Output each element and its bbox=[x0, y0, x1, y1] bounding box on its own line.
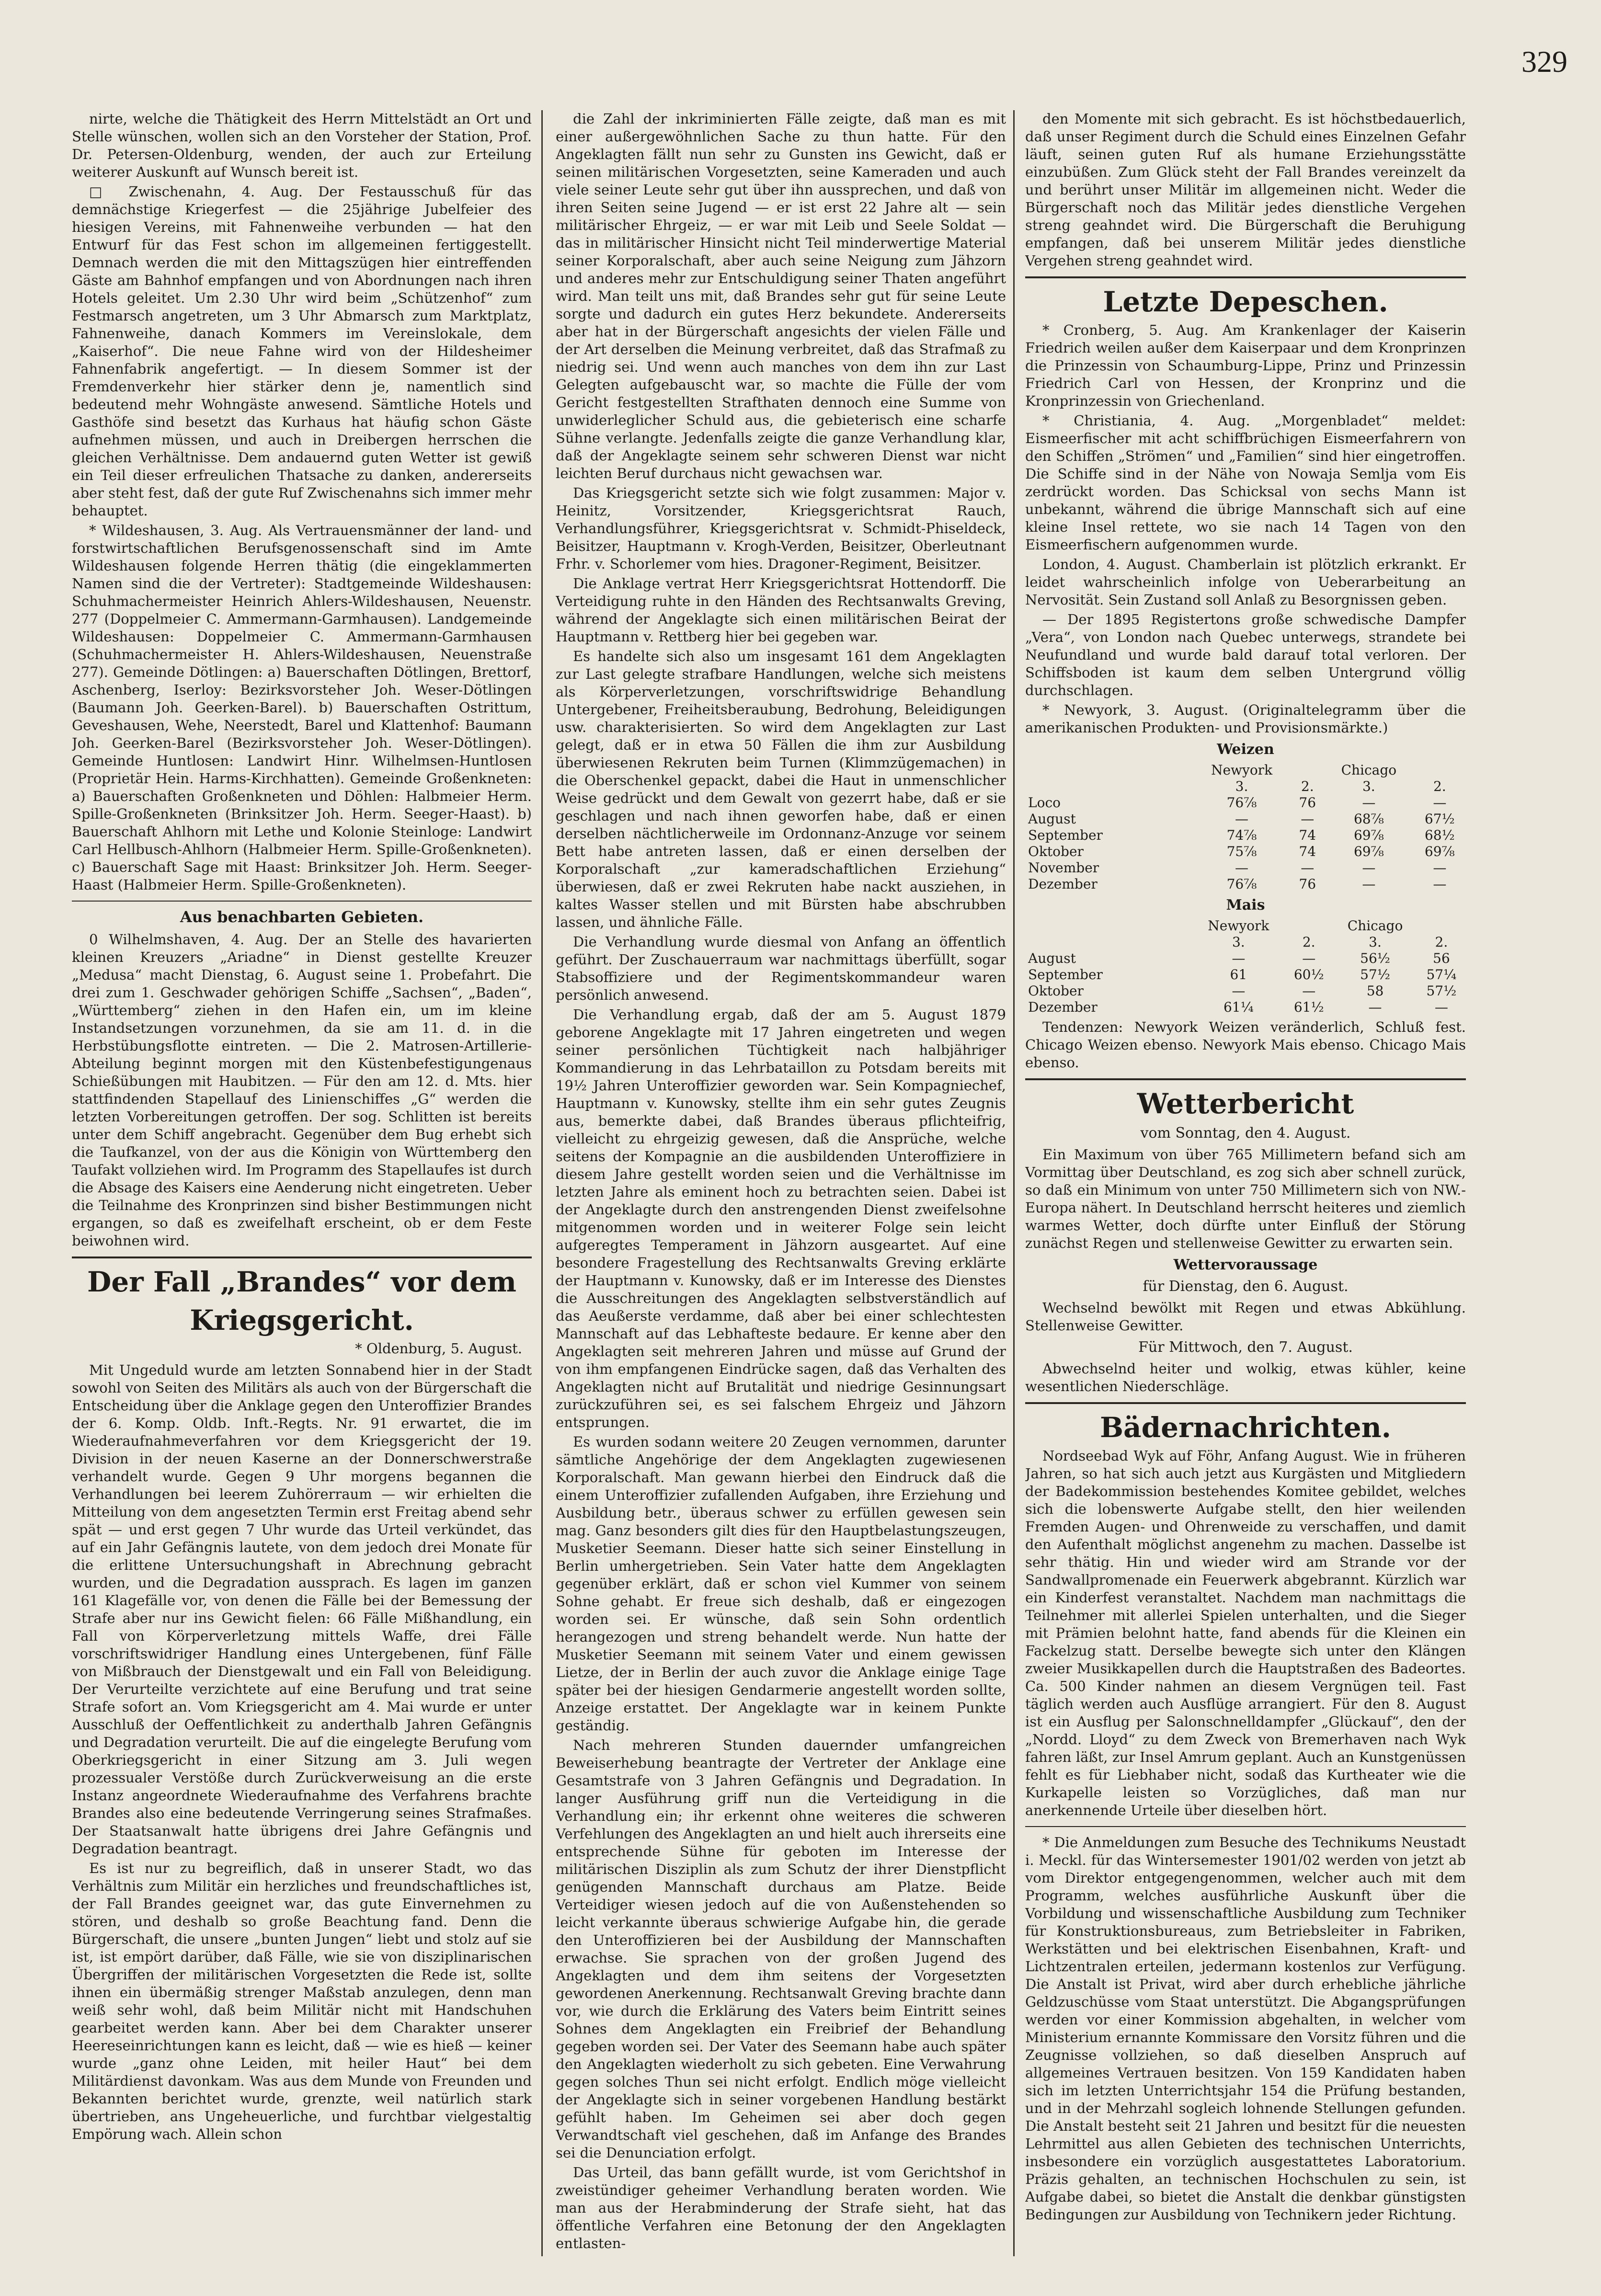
market-cell: 76⅞ bbox=[1226, 876, 1257, 892]
separator bbox=[1025, 1402, 1466, 1404]
market-row bbox=[1025, 999, 1466, 1016]
article-wildeshausen: * Wildeshausen, 3. Aug. Als Vertrauensmänner der land- und forstwirtschaftlichen Berufsgenossenschaft sind im Amte Wildeshausen folgende Herren thätig (die eingeklammerten Namen sind die der Vertreter): Stadtgemeinde Wildeshausen: Schuhmachermeister Heinrich Ahlers-Wildeshausen, Neuenstr. 277 (Doppelmeier C. Ammermann-Garmhausen). Landgemeinde Wildeshausen: Doppelmeier C. Ammermann-Garmhausen (Schuhmachermeister H. Ahlers-Wildeshausen, Neuenstraße 277). Gemeinde Dötlingen: a) Bauerschaften Dötlingen, Brettorf, Aschenberg, Iserloy: Bezirksvorsteher Joh. Weser-Dötlingen (Baumann Joh. Geerken-Barel). b) Bauerschaften Ostrittum, Geveshausen, Wehe, Neerstedt, Barel und Klattenhof: Baumann Joh. Geerken-Barel (Bezirksvorsteher Joh. Weser-Dötlingen). Gemeinde Huntlosen: Landwirt Hinr. Wilhelmsen-Huntlosen (Proprietär Hein. Harms-Kirchhatten). Gemeinde Großenkneten: a) Bauerschaften Großenkneten und Döhlen: Halbmeier Herm. Spille-Großenkneten (Brinksitzer Joh. Herm. Seeger-Haast). b) Bauerschaft Ahlhorn mit Lethe und Kolonie Steinloge: Landwirt Carl Hellbusch-Ahlhorn (Halbmeier Herm. Spille-Großenkneten). c) Bauerschaft Sage mit Haast: Brinksitzer Joh. Herm. Seeger-Haast (Halbmeier Herm. Spille-Großenkneten). bbox=[72, 522, 532, 893]
section-heading-baeder: Bädernachrichten. bbox=[1100, 1411, 1391, 1444]
article-brandes-cont-3: Die Anklage vertrat Herr Kriegsgerichtsrat Hottendorff. Die Verteidigung ruhte in den Händen des Rechtsanwalts Greving, während der Angeklagte sich einen militärischen Beirat der Hauptmann v. Rettberg hier bei gegeben war. bbox=[556, 575, 1006, 645]
market-cell: Chicago bbox=[1347, 918, 1403, 934]
market-cell: 3. bbox=[1362, 778, 1375, 794]
market-row bbox=[1025, 950, 1466, 967]
separator bbox=[1025, 276, 1466, 278]
market-cell: — bbox=[1362, 795, 1376, 811]
news-dampfer: — Der 1895 Registertons große schwedische Dampfer „Vera“, von London nach Quebec unterwegs, strandete bei Neufundland und wurde bald darauf total verloren. Der Schiffsboden ist kaum dem selben Untergrund völlig durchschlagen. bbox=[1025, 611, 1466, 698]
article-zwischenahn: □ Zwischenahn, 4. Aug. Der Festausschuß für das demnächstige Kriegerfest — die 25jährige Jubelfeier des hiesigen Vereins, mit Fahnenweihe verbunden — hat den Entwurf für das Fest schon im allgemeinen fertiggestellt. Demnach werden die mit den Mittagszügen hier eintreffenden Gäste am Bahnhof empfangen und von Abordnungen nach ihren Hotels geleitet. Um 2.30 Uhr wird beim „Schützenhof“ zum Festmarsch angetreten, um 3 Uhr Abmarsch zum Marktplatz, Fahnenweihe, danach Kommers im Vereinslokale, dem „Kaiserhof“. Die neue Fahne wird von der Hildesheimer Fahnenfabrik angefertigt. — In diesem Sommer ist der Fremdenverkehr hier stärker denn je, namentlich sind bedeutend mehr Wohngäste anwesend. Sämtliche Hotels und Gasthöfe sind besetzt das Kurhaus hat häufig schon Gäste aufnehmen müssen, und auch in Dreibergen herrschen die gleichen Verhältnisse. Dem andauernd guten Wetter ist gewiß ein Teil dieser erfreulichen Thatsache zu danken, andererseits aber steht fest, daß der gute Ruf Zwischenahns sich immer mehr behauptet. bbox=[72, 183, 532, 519]
article-brandes-cont-6: Die Verhandlung ergab, daß der am 5. August 1879 geborene Angeklagte mit 17 Jahren eingetreten und wegen seiner persönlichen Tüchtigkeit nach halbjähriger Kommandierung in das Lehrbataillon zu Potsdam bereits mit 19½ Jahren Unteroffizier geworden war. Sein Kompagniechef, Hauptmann v. Kunowsky, stellte ihm ein sehr gutes Zeugnis aus, bemerkte dabei, daß Brandes überaus pflichteifrig, vielleicht zu ehrgeizig gewesen, daß die Ansprüche, welche seitens der Kompagnie an die ausbildenden Unteroffiziere in diesem Jahre gestellt worden seien und die Verhältnisse im letzten Jahre als eminent hoch zu betrachten seien. Dabei ist der Angeklagte durch den anstrengenden Dienst zweifelsohne mitgenommen worden und in weiterer Folge sein leicht aufgeregtes Temperament in Jähzorn ausgeartet. Auf eine besondere Fragestellung des Rechtsanwalts Greving erklärte der Hauptmann v. Kunowsky, daß er im Interesse des Dienstes die Ausschreitungen des Angeklagten selbstverständlich auf das Aeußerste verdamme, daß aber bei einer schlechtesten Mannschaft auf das Lebhafteste bedaure. Er kenne aber den Angeklagten seit mehreren Jahren und müsse auf Grund der von ihm empfangenen Eindrücke sagen, daß das Verhalten des Angeklagten nicht auf Brutalität und niedrige Gesinnungsart zurückzuführen sei, es sei falschem Ehrgeiz und Jähzorn entsprungen. bbox=[556, 1006, 1006, 1430]
article-brandes-cont-1: die Zahl der inkriminierten Fälle zeigte, daß man es mit einer außergewöhnlichen Sache zu thun hatte. Für den Angeklagten fällt nun sehr zu Gunsten ins Gewicht, daß er seinen militärischen Vorgesetzten, seine Kameraden und auch viele seiner Leute sehr gut über ihn aussprechen, und daß von ihren Seiten seine Jugend — er ist erst 22 Jahre alt — sein militärischer Ehrgeiz, — er war mit Leib und Seele Soldat — das in militärischer Hinsicht nicht Teil minderwertige Material seiner Korporalschaft, aber auch seine Neigung zum Jähzorn und anderes mehr zur Entschuldigung seiner Thaten angeführt wird. Man teilt uns mit, daß Brandes sehr gut für seine Leute sorgte und dadurch ein gutes Herz bekundete. Andererseits aber hat in der Bürgerschaft angesichts der vielen Fälle und der Art derselben die Meinung verbreitet, daß das Strafmaß zu niedrig sei. Und wenn auch manches von dem ihn zur Last Gelegten aufgebauscht war, so machte die Fülle der vom Gericht festgestellten Strafthaten dennoch eine Summe von unwiderleglicher Schuld aus, die gebieterisch eine scharfe Sühne verlangte. Jedenfalls zeigte die ganze Verhandlung klar, daß der Angeklagte seinem sehr schweren Dienst war nicht leichten Beruf durchaus nicht gewachsen war. bbox=[556, 111, 1006, 481]
wetter-text: Ein Maximum von über 765 Millimetern befand sich am Vormittag über Deutschland, es zog sich aber schnell zurück, so daß ein Minimum von unter 750 Millimetern sich von NW.-Europa nähert. In Deutschland herrscht heiteres und ziemlich warmes Wetter, doch dürfte unter Einfluß der Störung zunächst Regen und stellenweise Gewitter zu erwarten sein. bbox=[1025, 1146, 1466, 1251]
market-cell: 69⅞ bbox=[1424, 844, 1455, 859]
news-christiania: * Christiania, 4. Aug. „Morgenbladet“ meldet: Eismeerfischer mit acht schiffbrüchigen Eismeerfahrern von den Schiffen „Strömen“ und „Familien“ sind hier eingetroffen. Die Schiffe sind in der Nähe von Nowaja Semlja vom Eis zerdrückt worden. Das Schicksal von sechs Mann ist unbekannt, während die übrige Mannschaft sich auf eine kleine Insel rettete, wo sie nach 14 Tagen von den Eismeerfischern aufgenommen wurde. bbox=[1025, 412, 1466, 553]
market-cell: Chicago bbox=[1341, 762, 1397, 778]
article-brandes-part-1: Mit Ungeduld wurde am letzten Sonnabend hier in der Stadt sowohl von Seiten des Militärs als auch von der Bürgerschaft die Entscheidung über die Anklage gegen den Unteroffizier Brandes der 6. Komp. Oldb. Inft.-Regts. Nr. 91 erwartet, die im Wiederaufnahmeverfahren vor dem Kriegsgericht der 19. Division in der neuen Kaserne an der Donnerschwerstraße verhandelt wurde. Gegen 9 Uhr morgens begannen die Verhandlungen bei leerem Zuhörerraum — wir erhielten die Mitteilung von dem angesetzten Termin erst Freitag abend sehr spät — und erst gegen 7 Uhr wurde das Urteil verkündet, das auf ein Jahr Gefängnis lautete, von dem jedoch drei Monate für die erlittene Untersuchungshaft in Abrechnung gebracht wurden, und die Degradation aussprach. Es lagen im ganzen 161 Klagefälle vor, von denen die Fälle bei der Bemessung der Strafe aber nur ins Gewicht fielen: 66 Fälle Mißhandlung, ein Fall von Körperverletzung mittels Waffe, drei Fälle vorschriftswidriger Handlung eines Untergebenen, fünf Fälle von Mißbrauch der Dienstgewalt und ein Fall von Beleidigung. Der Verurteilte verzichtete auf eine Berufung und trat seine Strafe sofort an. Vom Kriegsgericht am 4. Mai wurde er unter Ausschluß der Oeffentlichkeit zu anderthalb Jahren Gefängnis und Degradation verurteilt. Die auf die eingelegte Berufung vom Oberkriegsgericht in einer Sitzung am 3. Juli wegen prozessualer Verstöße durch Zurückverweisung an die erste Instanz angeordnete Wiederaufnahme des Verfahrens brachte Brandes also eine bedeutende Verringerung seines Strafmaßes. Der Staatsanwalt hatte übrigens drei Jahre Gefängnis und Degradation beantragt. bbox=[72, 1362, 532, 1857]
market-cell bbox=[1025, 762, 1193, 778]
column-1 bbox=[72, 110, 532, 2256]
market-subheader-row bbox=[1025, 934, 1466, 950]
market-cell: 76 bbox=[1299, 876, 1316, 892]
market-cell: August bbox=[1028, 950, 1076, 966]
market-cell: — bbox=[1232, 983, 1246, 999]
separator bbox=[72, 901, 532, 902]
separator bbox=[72, 1257, 532, 1258]
article-brandes-cont-2: Das Kriegsgericht setzte sich wie folgt zusammen: Major v. Heinitz, Vorsitzender, Kriegsgerichtsrat Rauch, Verhandlungsführer, Kriegsgerichtsrat v. Schmidt-Phiseldeck, Beisitzer, Hauptmann v. Krogh-Verden, Beisitzer, Oberleutnant Frhr. v. Schorlemer vom hies. Dragoner-Regiment, Beisitzer. bbox=[556, 485, 1006, 572]
market-cell: — bbox=[1433, 860, 1447, 876]
market-cell: — bbox=[1434, 999, 1448, 1015]
column-rule-right bbox=[1013, 110, 1015, 2256]
article-brandes-end: den Momente mit sich gebracht. Es ist höchstbedauerlich, daß unser Regiment durch die Schuld eines Einzelnen Gefahr läuft, seinen guten Ruf als humane Erziehungsstätte einzubüßen. Zum Glück steht der Fall Brandes vereinzelt da und berührt unser Militär im allgemeinen nicht. Weder die Bürgerschaft noch das Militär jedes dienstliche Vergehen streng geahndet wird. Die Bürgerschaft die Beruhigung empfangen, daß bei unserem Militär jedes dienstliche Vergehen streng geahndet wird. bbox=[1025, 111, 1466, 269]
market-cell: 76⅞ bbox=[1226, 795, 1257, 811]
market-cell: 56 bbox=[1433, 950, 1450, 966]
market-cell: — bbox=[1362, 860, 1376, 876]
market-cell: — bbox=[1433, 876, 1447, 892]
market-cell: 57¼ bbox=[1426, 967, 1457, 982]
market-cell: 74 bbox=[1299, 844, 1316, 859]
article-brandes-cont-4: Es handelte sich also um insgesamt 161 dem Angeklagten zur Last gelegte strafbare Handlungen, welche sich meistens als Körperverletzungen, vorschriftswidrige Behandlung Untergebener, Freiheitsberaubung, Bedrohung, Beleidigungen usw. charakterisierten. So wird dem Angeklagten zur Last gelegt, daß er in etwa 50 Fällen die ihm zur Ausbildung überwiesenen Rekruten beim Turnen (Klimmzügemachen) in die Oberschenkel gepackt, dabei die Haut in unmenschlicher Weise gedrückt und dem Gewalt von gezerrt habe, daß er sie geschlagen und nach ihnen geworfen habe, daß er einen derselben nächtlicherweile im Ordonnanz-Anzuge vor seinem Bett habe antreten lassen, daß er einen derselben der Korporalschaft „zur kameradschaftlichen Erziehung“ überwiesen, daß er zwei Rekruten habe nackt ausziehen, in kaltes Wasser stellen und mit Bürsten habe abschrubben lassen, und ähnliche Fälle. bbox=[556, 648, 1006, 930]
market-cell: 61½ bbox=[1293, 999, 1324, 1015]
wettervoraussage-heading: Wettervoraussage bbox=[1173, 1257, 1318, 1273]
market-row bbox=[1025, 983, 1466, 999]
market-cell: — bbox=[1235, 860, 1248, 876]
news-newyork: * Newyork, 3. August. (Originaltelegramm über die amerikanischen Produkten- und Provisionsmärkte.) bbox=[1025, 702, 1466, 736]
market-header-row bbox=[1025, 762, 1466, 778]
market-cell: 3. bbox=[1232, 934, 1245, 950]
market-cell: 2. bbox=[1302, 934, 1315, 950]
market-row bbox=[1025, 811, 1466, 827]
market-cell: Loco bbox=[1028, 795, 1061, 811]
market-cell: — bbox=[1302, 950, 1316, 966]
market-cell: September bbox=[1028, 827, 1103, 843]
market-cell: November bbox=[1028, 860, 1099, 876]
market-cell: Dezember bbox=[1028, 999, 1098, 1015]
market-row bbox=[1025, 795, 1466, 811]
market-cell: 69⅞ bbox=[1353, 844, 1384, 859]
separator bbox=[1025, 1826, 1466, 1827]
wetter-date: vom Sonntag, den 4. August. bbox=[1140, 1125, 1351, 1142]
market-cell: 67½ bbox=[1424, 811, 1455, 827]
market-header-row bbox=[1025, 918, 1466, 934]
news-london: London, 4. August. Chamberlain ist plötzlich erkrankt. Er leidet wahrscheinlich infolge von Ueberarbeitung an Nervosität. Sein Zustand soll Anlaß zu Besorgnissen geben. bbox=[1025, 556, 1466, 608]
news-wyk: Nordseebad Wyk auf Föhr, Anfang August. Wie in früheren Jahren, so hat sich auch jetzt aus Kurgästen und Mitgliedern der Badekommission bestehendes Komitee gebildet, welches sich die lobenswerte Aufgabe stellt, den hier weilenden Fremden Augen- und Ohrenweide zu verschaffen, und damit den Aufenthalt möglichst angenehm zu machen. Dasselbe ist sehr thätig. Hin und wieder wird am Strande vor der Sandwallpromenade ein Feuerwerk abgebrannt. Kürzlich war ein Kinderfest veranstaltet. Nachdem man nachmittags die Teilnehmer mit allerlei Spielen unterhalten, und die Sieger mit Prämien belohnt hatte, fand abends für die Kleinen ein Fackelzug statt. Derselbe bewegte sich unter den Klängen zweier Musikkapellen durch die Hauptstraßen des Badeortes. Ca. 500 Kinder nahmen an diesem Vergnügen teil. Fast täglich werden auch Ausflüge arrangiert. Für den 8. August ist ein Ausflug per Salonschnelldampfer „Glückauf“, den der „Nordd. Lloyd“ zu dem Zweck von Bremerhaven nach Wyk fahren läßt, zur Insel Amrum geplant. Auch an Kunstgenüssen fehlt es für Liebhaber nicht, sodaß das Kurtheater wie die Kurkapelle leisten so Vorzügliches, daß man nur anerkennende Urteile über dieselben hört. bbox=[1025, 1448, 1466, 1818]
market-cell bbox=[1284, 918, 1333, 934]
market-row bbox=[1025, 844, 1466, 860]
market-cell: 61¼ bbox=[1223, 999, 1254, 1015]
market-tendenzen: Tendenzen: Newyork Weizen veränderlich, Schluß fest. Chicago Weizen ebenso. Newyork Mais ebenso. Chicago Mais ebenso. bbox=[1025, 1019, 1466, 1071]
market-cell: 68½ bbox=[1424, 827, 1455, 843]
market-cell: 68⅞ bbox=[1353, 811, 1384, 827]
article-brandes-cont-5: Die Verhandlung wurde diesmal von Anfang an öffentlich geführt. Der Zuschauerraum war nachmittags überfüllt, sogar Stabsoffiziere und der Regimentskommandeur waren persönlich anwesend. bbox=[556, 934, 1006, 1003]
dienstag-text: Wechselnd bewölkt mit Regen und etwas Abkühlung. Stellenweise Gewitter. bbox=[1025, 1300, 1466, 1334]
market-cell: — bbox=[1362, 876, 1376, 892]
article-brandes-cont-8: Nach mehreren Stunden dauernder umfangreichen Beweiserhebung beantragte der Vertreter der Anklage eine Gesamtstrafe von 3 Jahren Gefängnis und Degradation. In langer Ausführung griff nun die Verteidigung in die Verhandlung ein; ihr erkennt ohne weiteres die schweren Verfehlungen des Angeklagten an und hielt auch ihrerseits eine entsprechende Sühne für geboten im Interesse der militärischen Disziplin als zum Schutz der ihrer Dienstpflicht genügenden Mannschaft durchaus am Platze. Beide Verteidiger wiesen jedoch auf die von Außenstehenden so leicht verkannte überaus schwierige Aufgabe hin, die gerade den Unteroffizieren bei der Ausbildung der Mannschaften erwachse. Sie sprachen von der großen Jugend des Angeklagten und dem ihm seitens der Vorgesetzten gewordenen Anerkennung. Rechtsanwalt Greving brachte dann vor, wie durch die Erklärung des Vaters beim Eintritt seines Sohnes dem Angeklagten ein Freibrief der Behandlung gegeben worden sei. Der Vater des Seemann habe auch später den Angeklagten wiederholt zu sich gebeten. Eine Verwahrung gegen solches Thun sei nicht erfolgt. Endlich möge vielleicht der Angeklagte sich in seiner vorgebenen Handlung bestärkt gefühlt haben. Im Geheimen sei aber doch gegen Verwandtschaft viel geschehen, daß im Anfange des Brandes sei die Denunciation erfolgt. bbox=[556, 1737, 1006, 2161]
market-cell bbox=[1025, 918, 1193, 934]
news-cronberg: * Cronberg, 5. Aug. Am Krankenlager der Kaiserin Friedrich weilen außer dem Kaiserpaar und dem Kronprinzen die Prinzessin von Schaumburg-Lippe, Prinz und Prinzessin Friedrich Carl von Hessen, der Kronprinz und die Kronprinzessin von Griechenland. bbox=[1025, 322, 1466, 409]
market-row bbox=[1025, 967, 1466, 983]
dateline: * Oldenburg, 5. August. bbox=[355, 1340, 522, 1357]
market-cell: 56½ bbox=[1360, 950, 1390, 966]
market-cell: 74 bbox=[1299, 827, 1316, 843]
market-cell: — bbox=[1368, 999, 1382, 1015]
market-cell: 60½ bbox=[1293, 967, 1324, 982]
market-cell: Newyork bbox=[1211, 762, 1273, 778]
market-row bbox=[1025, 876, 1466, 892]
market-cell: 69⅞ bbox=[1353, 827, 1384, 843]
market-cell: — bbox=[1302, 983, 1316, 999]
market-cell: Dezember bbox=[1028, 876, 1098, 892]
market-cell: 61 bbox=[1230, 967, 1247, 982]
market-table-weizen bbox=[1025, 762, 1466, 892]
market-cell: Newyork bbox=[1208, 918, 1269, 934]
market-cell: — bbox=[1301, 860, 1315, 876]
market-cell: — bbox=[1235, 811, 1248, 827]
market-cell bbox=[1417, 918, 1466, 934]
market-cell: 3. bbox=[1235, 778, 1248, 794]
section-heading-nachbar: Aus benachbarten Gebieten. bbox=[180, 908, 424, 926]
market-cell: 75⅞ bbox=[1226, 844, 1257, 859]
market-cell: 57½ bbox=[1360, 967, 1390, 982]
market-subheader-row bbox=[1025, 778, 1466, 795]
separator bbox=[1025, 1078, 1466, 1080]
article-brandes-part-2: Es ist nur zu begreiflich, daß in unserer Stadt, wo das Verhältnis zum Militär ein herzliches und freundschaftliches ist, der Fall Brandes geeignet war, das gute Einvernehmen zu stören, und deshalb so große Beachtung fand. Denn die Bürgerschaft, die unsere „bunten Jungen“ liebt und stolz auf sie ist, ist empört darüber, daß Fälle, wie sie von disziplinarischen Übergriffen der militärischen Vorgesetzten die Rede ist, sollte ihnen ein übermäßig strenger Maßstab anzulegen, denn man weiß sehr wohl, daß beim Militär nicht mit Handschuhen gearbeitet werden kann. Aber bei dem Charakter unserer Heereseinrichtungen kann es leicht, daß — wie es hieß — keiner wurde „ganz ohne Leiden, mit heiler Haut“ bei dem Militärdienst davonkam. Was aus dem Munde von Freunden und Bekannten berichtet wurde, grenzte, weil natürlich stark übertrieben, ans Ungeheuerliche, und furchtbar vielgestaltig Empörung wach. Allein schon bbox=[72, 1860, 532, 2142]
market-cell: 76 bbox=[1299, 795, 1316, 811]
market-cell: Oktober bbox=[1028, 844, 1084, 859]
column-3 bbox=[1025, 110, 1466, 2256]
market-cell: 57½ bbox=[1426, 983, 1457, 999]
market-label-mais: Mais bbox=[1226, 897, 1265, 914]
market-cell bbox=[1025, 934, 1193, 950]
mittwoch-text: Abwechselnd heiter und wolkig, etwas kühler, keine wesentlichen Niederschläge. bbox=[1025, 1360, 1466, 1394]
market-cell bbox=[1414, 762, 1466, 778]
market-cell: 2. bbox=[1433, 778, 1446, 794]
column-rule-left bbox=[541, 110, 543, 2256]
market-cell: August bbox=[1028, 811, 1076, 827]
market-cell: Oktober bbox=[1028, 983, 1084, 999]
article-intro-continued: nirte, welche die Thätigkeit des Herrn Mittelstädt an Ort und Stelle wünschen, wollen sich an den Vorsteher der Station, Prof. Dr. Petersen-Oldenburg, wenden, der auch zur Erteilung weiterer Auskunft auf Wunsch bereit ist. bbox=[72, 111, 532, 180]
market-row bbox=[1025, 827, 1466, 844]
market-cell: 3. bbox=[1369, 934, 1382, 950]
dienstag-date: für Dienstag, den 6. August. bbox=[1143, 1278, 1349, 1295]
market-cell: 2. bbox=[1435, 934, 1448, 950]
section-heading-wetter: Wetterbericht bbox=[1137, 1087, 1354, 1120]
market-cell: — bbox=[1433, 795, 1447, 811]
article-brandes-cont-7: Es wurden sodann weitere 20 Zeugen vernommen, darunter sämtliche Angehörige der dem Angeklagten zugewiesenen Korporalschaft. Man gewann hierbei den Eindruck daß die einem Unteroffizier zufallenden Aufgaben, ihre Erziehung und Ausbildung betr., überaus schwer zu erfüllen gewesen sein mag. Ganz besonders gilt dies für den Hauptbelastungszeugen, Musketier Seemann. Dieser hatte sich seiner Einstellung in Berlin umhergetrieben. Sein Vater hatte dem Angeklagten gegenüber erklärt, daß er schon viel Kummer von seinem Sohne gehabt. Er freue sich deshalb, daß er eingezogen worden sei. Er wünsche, daß sein Sohn ordentlich herangezogen und streng behandelt werde. Nun hatte der Musketier Seemann mit seinem Vater und einem gewissen Lietze, der in Berlin der auch zuvor die Anklage einige Tage später bei der hiesigen Gendarmerie angestellt worden sollte, Anzeige erstattet. Der Angeklagte war in keinem Punkte geständig. bbox=[556, 1434, 1006, 1734]
market-cell: 2. bbox=[1301, 778, 1314, 794]
market-cell: 58 bbox=[1366, 983, 1384, 999]
headline-line-2: Kriegsgericht. bbox=[190, 1304, 414, 1336]
headline-line-1: Der Fall „Brandes“ vor dem bbox=[87, 1266, 517, 1298]
mittwoch-date: Für Mittwoch, den 7. August. bbox=[1138, 1339, 1353, 1356]
market-cell: — bbox=[1301, 811, 1315, 827]
market-cell: September bbox=[1028, 967, 1103, 982]
market-table-mais bbox=[1025, 918, 1466, 1016]
market-cell bbox=[1291, 762, 1324, 778]
column-2 bbox=[556, 110, 1006, 2256]
article-wilhelmshaven: 0 Wilhelmshaven, 4. Aug. Der an Stelle des havarierten kleinen Kreuzers „Ariadne“ in Dienst gestellte Kreuzer „Medusa“ macht Dienstag, 6. August seine 1. Probefahrt. Die drei zum 1. Geschwader gehörigen Schiffe „Sachsen“, „Baden“, „Württemberg“ ziehen in den Hafen ein, um im kleine Instandsetzungen vorzunehmen, da sie am 11. d. in die Herbstübungsflotte eintreten. — Die 2. Matrosen-Artillerie-Abteilung beginnt morgen mit den Küstenbefestigungenaus Schießübungen mit Haubitzen. — Für den am 12. d. Mts. hier stattfindenden Stapellauf des Linienschiffes „G“ werden die letzten Vorbereitungen getroffen. Der sog. Schlitten ist bereits unter dem Schiff angebracht. Gegenüber dem Bug erhebt sich die Taufkanzel, von der aus die Königin von Württemberg den Taufakt vollziehen wird. Im Programm des Stapellaufes ist durch die Absage des Kaisers eine Aenderung nicht eingetreten. Ueber die Teilnahme des Kronprinzen sind bisher Bestimmungen nicht ergangen, so daß es zweifelhaft erscheint, ob er dem Feste beiwohnen wird. bbox=[72, 931, 532, 1249]
section-heading-depeschen: Letzte Depeschen. bbox=[1103, 286, 1388, 318]
market-cell: — bbox=[1232, 950, 1246, 966]
market-cell: 74⅞ bbox=[1226, 827, 1257, 843]
market-label-weizen: Weizen bbox=[1217, 741, 1274, 758]
news-technikum: * Die Anmeldungen zum Besuche des Technikums Neustadt i. Meckl. für das Wintersemester 1901/02 werden von jetzt ab vom Direktor entgegengenommen, welcher auch mit dem Programm, welches ausführliche Auskunft über die Vorbildung und wissenschaftliche Ausbildung zum Techniker für Konstruktionsbureaus, zum Betriebsleiter in Fabriken, Werkstätten und bei elektrischen Eisenbahnen, Kraft- und Lichtzentralen erteilen, jedermann kostenlos zur Verfügung. Die Anstalt ist Privat, wird aber durch erhebliche jährliche Geldzuschüsse vom Staat unterstützt. Die Abgangsprüfungen werden vor einer Kommission abgehalten, in welcher vom Ministerium ernannte Kommissare den Vorsitz führen und die Zeugnisse vollziehen, so daß dieselben Anspruch auf allgemeines Vertrauen besitzen. Von 159 Kandidaten haben sich im letzten Unterrichtsjahr 154 die Prüfung bestanden, und in der Mehrzahl sogleich lohnende Stellungen gefunden. Die Anstalt besteht seit 21 Jahren und besitzt für die neuesten Lehrmittel aus allen Gebieten des technischen Unterrichts, insbesondere ein vorzüglich ausgestattetes Laboratorium. Präzis gehalten, an technischen Hochschulen zu sein, ist Aufgabe dabei, so bietet die Anstalt die denkbar günstigsten Bedingungen zur Ausbildung von Technikern jeder Richtung. bbox=[1025, 1834, 1466, 2223]
page-number: 329 bbox=[1521, 45, 1567, 79]
market-row bbox=[1025, 860, 1466, 876]
market-cell bbox=[1025, 778, 1193, 795]
article-brandes-cont-9: Das Urteil, das bann gefällt wurde, ist vom Gerichtshof in zweistündiger geheimer Verhandlung beraten worden. Wie man aus der Herabminderung der Strafe sieht, hat das öffentliche Verfahren eine Betonung der den Angeklagten entlasten- bbox=[556, 2164, 1006, 2251]
